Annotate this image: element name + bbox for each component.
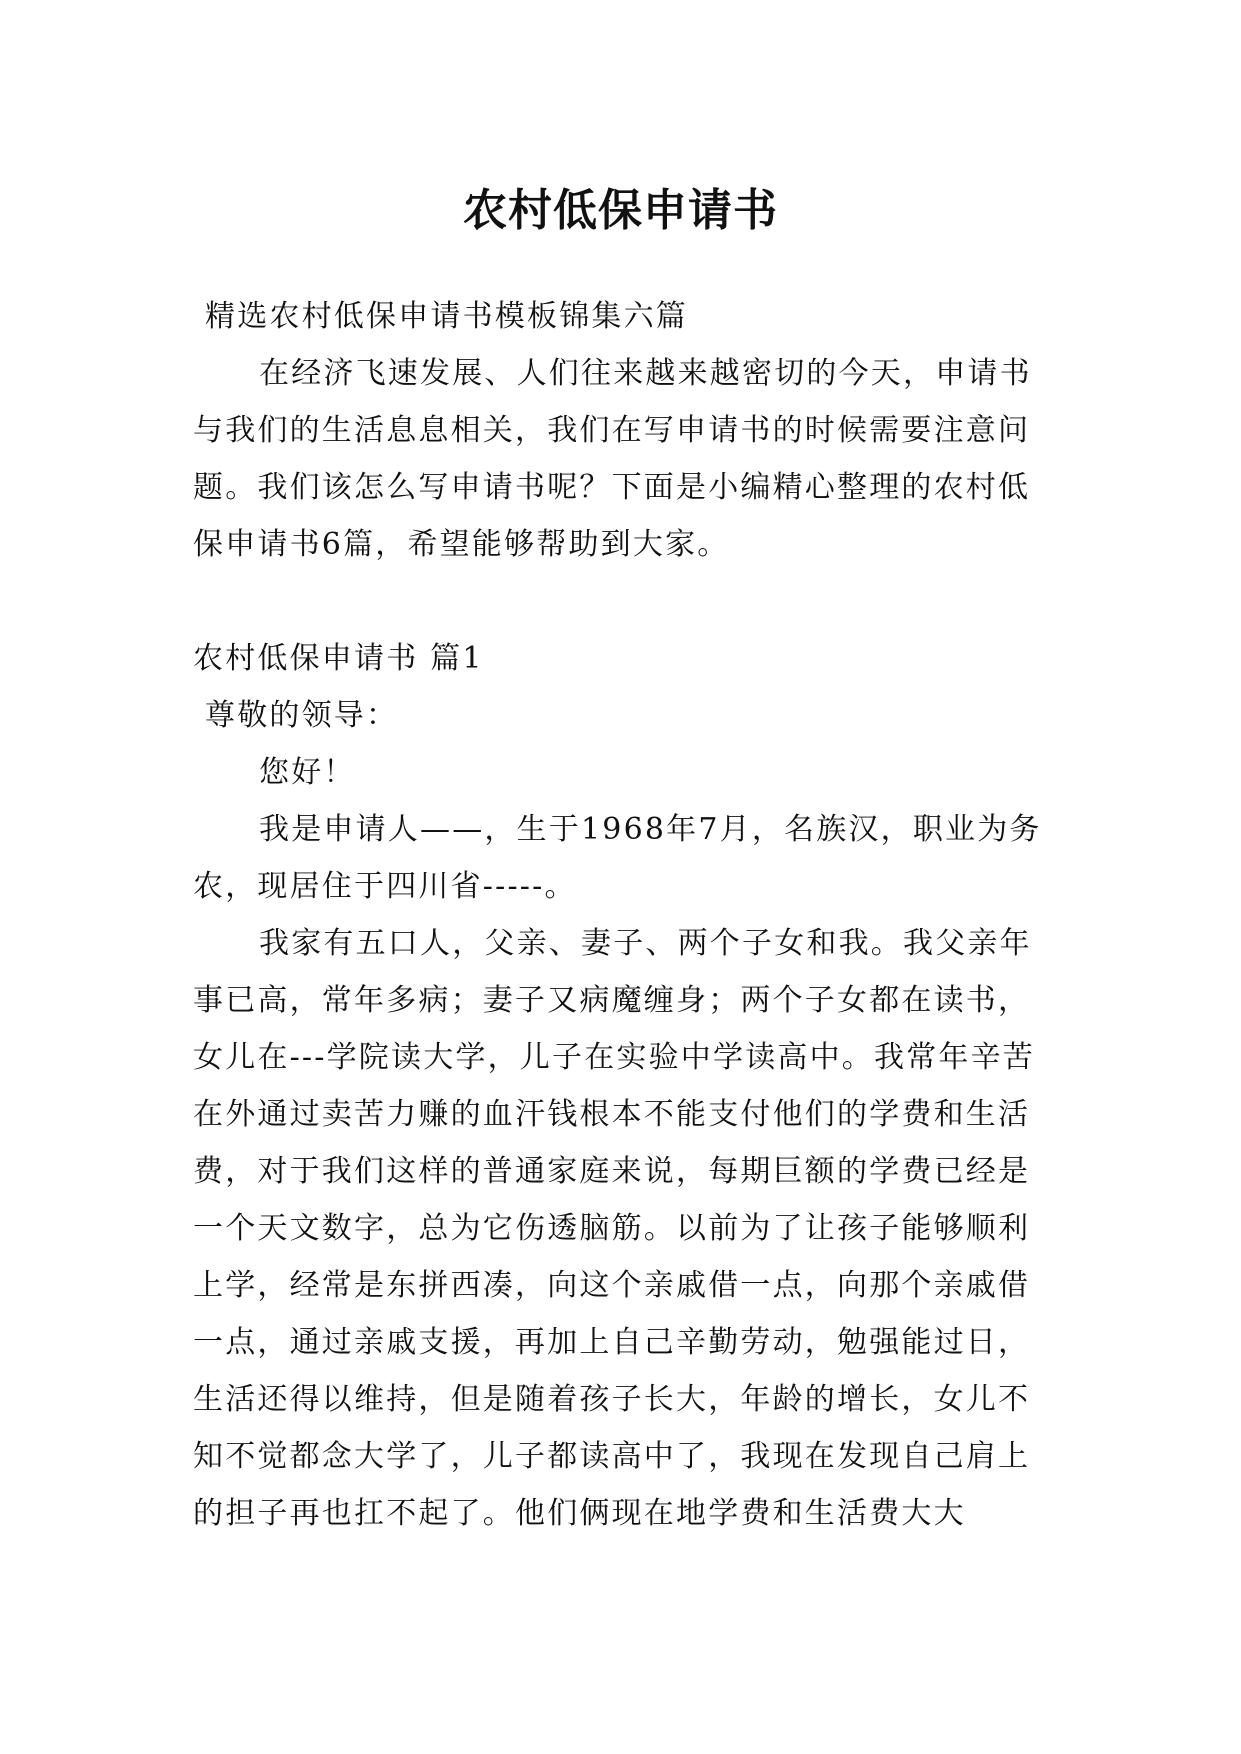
salutation: 尊敬的领导： bbox=[205, 698, 399, 733]
intro-paragraph: 在经济飞速发展、人们往来越来越密切的今天，申请书与我们的生活息息相关，我们在写申请书的时候需要注意问题。我们该怎么写申请书呢？下面是小编精心整理的农村低保申请书6篇，希望能够帮助到大家。 bbox=[193, 356, 1032, 562]
body-paragraph-2: 我家有五口人，父亲、妻子、两个子女和我。我父亲年事已高，常年多病；妻子又病魔缠身；两个子女都在读书，女儿在---学院读大学，儿子在实验中学读高中。我常年辛苦在外通过卖苦力赚的血汗钱根本不能支付他们的学费和生活费，对于我们这样的普通家庭来说，每期巨额的学费已经是一个天文数字，总为它伤透脑筋。以前为了让孩子能够顺利上学，经常是东拼西凑，向这个亲戚借一点，向那个亲戚借一点，通过亲戚支援，再加上自己辛勤劳动，勉强能过日，生活还得以维持，但是随着孩子长大，年龄的增长，女儿不知不觉都念大学了，儿子都读高中了，我现在发现自己肩上的担子再也扛不起了。他们俩现在地学费和生活费大大 bbox=[193, 926, 1036, 1531]
document-title: 农村低保申请书 bbox=[463, 185, 778, 237]
document-body bbox=[193, 288, 1049, 1542]
greeting: 您好！ bbox=[259, 755, 356, 790]
document-subtitle: 精选农村低保申请书模板锦集六篇 bbox=[205, 299, 688, 334]
section-heading: 农村低保申请书 篇1 bbox=[193, 641, 484, 676]
body-paragraph-1: 我是申请人——，生于1968年7月，名族汉，职业为务农，现居住于四川省-----。 bbox=[193, 812, 1042, 904]
